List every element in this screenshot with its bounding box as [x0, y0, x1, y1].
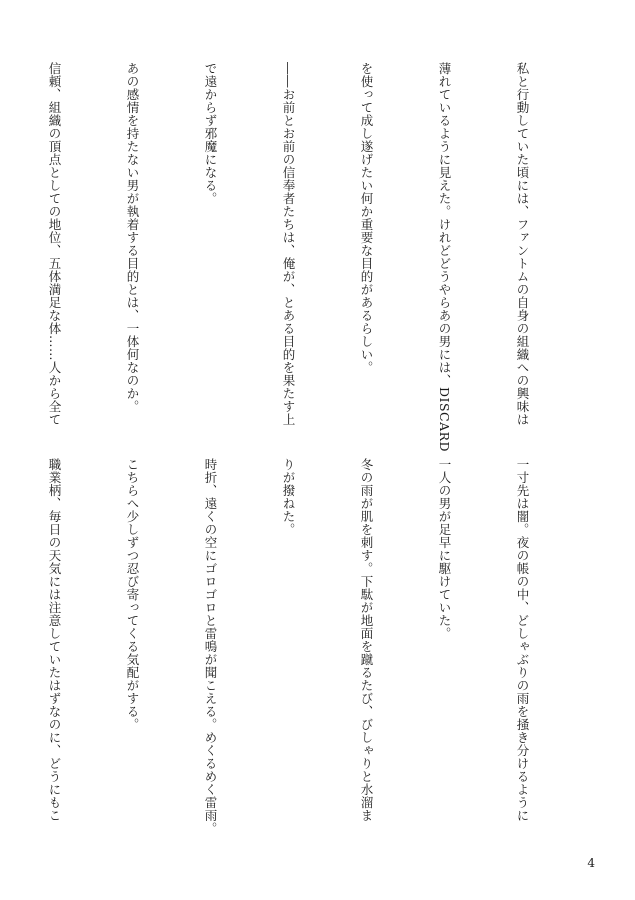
lower-text-block	[42, 458, 587, 848]
text-line: 薄れているように見えた。けれどどうやらあの男には、DISCARD	[437, 62, 452, 453]
text-line: こちらへ少しずつ忍び寄ってくる気配がする。	[125, 458, 140, 731]
text-line: 職業柄、毎日の天気には注意していたはずなのに、どうにもこ	[47, 458, 62, 822]
text-line: ――お前とお前の信奉者たちは、俺が、とある目的を果たす上	[281, 62, 296, 426]
text-line: を使って成し遂げたい何か重要な目的があるらしい。	[359, 62, 374, 374]
text-line: 時折、遠くの空にゴロゴロと雷鳴が聞こえる。めくるめく雷雨。	[203, 458, 218, 835]
page-number: 4	[587, 856, 595, 870]
text-line: で遠からず邪魔になる。	[203, 62, 218, 205]
text-line: 私と行動していた頃には、ファントムの自身の組織への興味は	[515, 62, 530, 426]
text-line: あの感情を持たない男が執着する目的とは、一体何なのか。	[125, 62, 140, 413]
text-line: 信頼、組織の頂点としての地位、五体満足な体……人から全て	[47, 62, 62, 426]
text-line: りが撥ねた。	[281, 458, 296, 536]
text-line: 一寸先は闇。夜の帳の中、どしゃぶりの雨を掻き分けるように	[515, 458, 530, 822]
text-line: 冬の雨が肌を刺す。下駄が地面を蹴るたび、びしゃりと水溜ま	[359, 458, 374, 822]
text-line: 一人の男が足早に駆けていた。	[437, 458, 452, 640]
upper-text-block	[42, 62, 587, 453]
